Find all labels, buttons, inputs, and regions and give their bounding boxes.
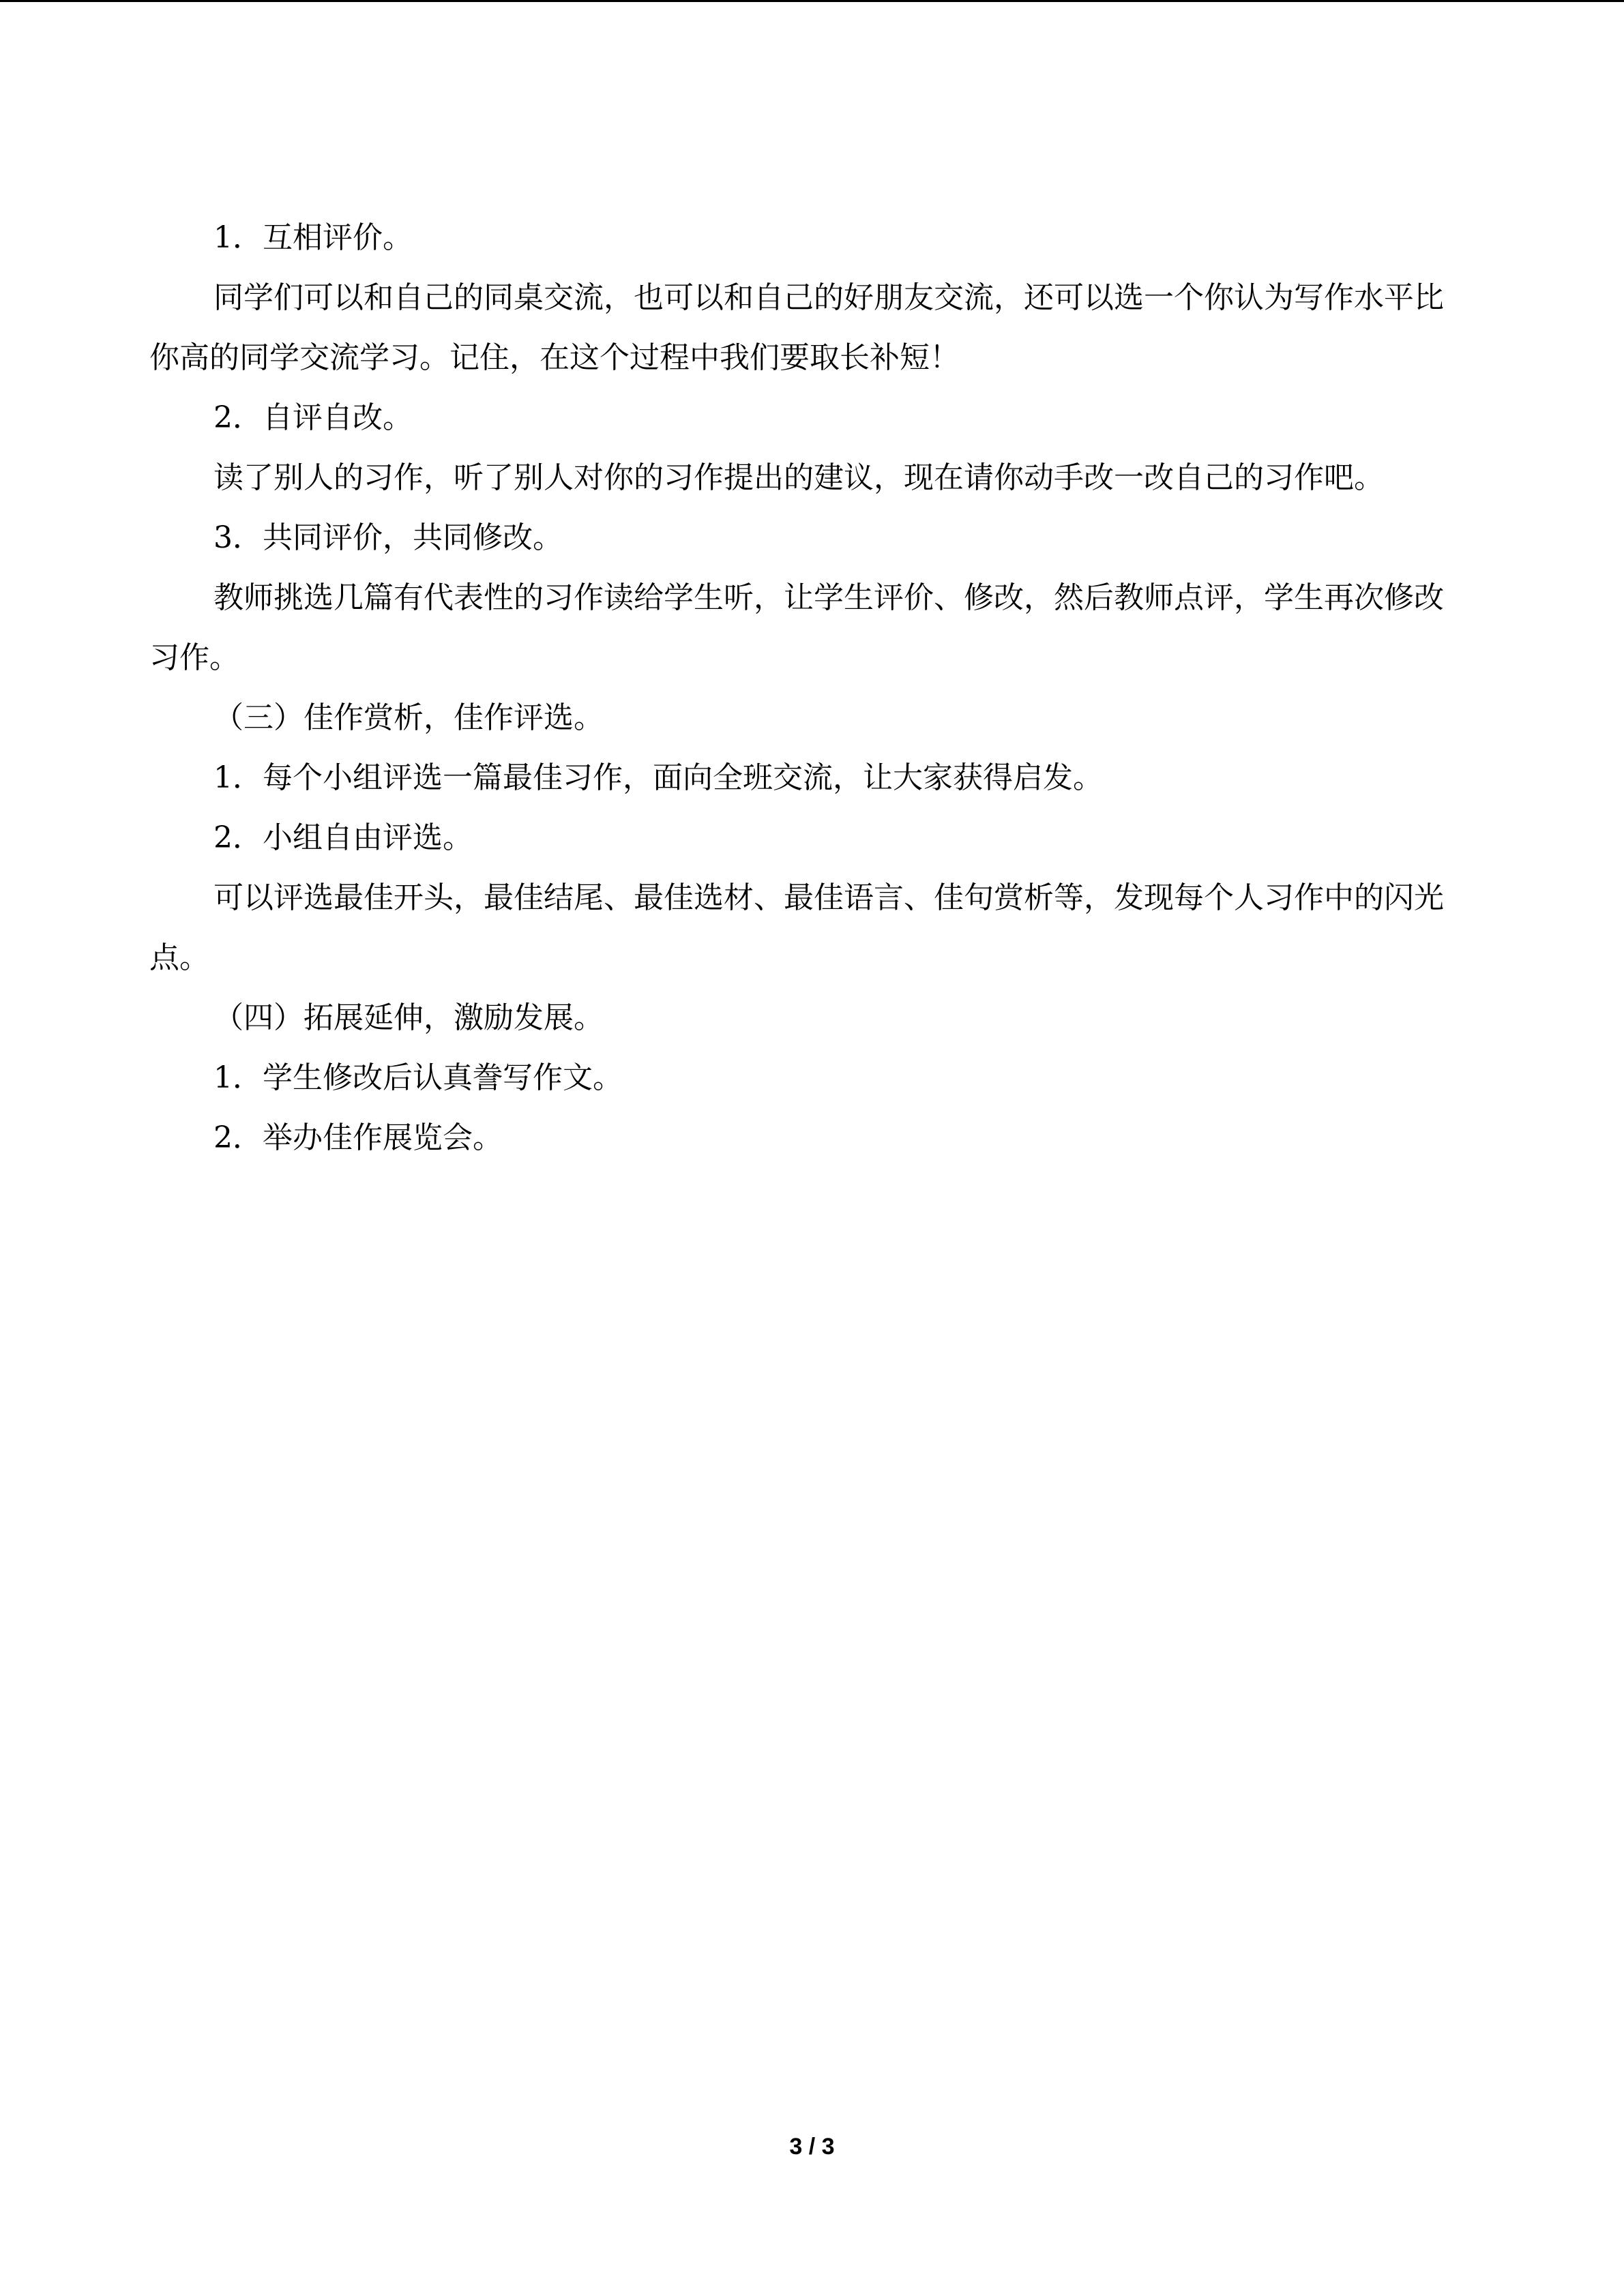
- body-paragraph: 读了别人的习作，听了别人对你的习作提出的建议，现在请你动手改一改自己的习作吧。: [213, 460, 1384, 495]
- list-item: 1．每个小组评选一篇最佳习作，面向全班交流，让大家获得启发。: [213, 760, 1103, 795]
- body-paragraph: 教师挑选几篇有代表性的习作读给学生听，让学生评价、修改，然后教师点评，学生再次修改习作。: [149, 580, 1444, 675]
- list-item-heading: 3．共同评价，共同修改。: [213, 520, 563, 555]
- section-heading: （三）佳作赏析，佳作评选。: [213, 700, 604, 735]
- page-number: 3 / 3: [789, 2134, 835, 2160]
- document-body: [149, 208, 1459, 1168]
- body-paragraph: 同学们可以和自己的同桌交流，也可以和自己的好朋友交流，还可以选一个你认为写作水平比你高的同学交流学习。记住，在这个过程中我们要取长补短！: [149, 280, 1444, 375]
- body-paragraph: 可以评选最佳开头，最佳结尾、最佳选材、最佳语言、佳句赏析等，发现每个人习作中的闪光点。: [149, 880, 1444, 975]
- list-item: 2．举办佳作展览会。: [213, 1120, 503, 1155]
- list-item-heading: 2．自评自改。: [213, 400, 413, 435]
- list-item-heading: 1．互相评价。: [213, 220, 413, 255]
- list-item: 1．学生修改后认真誊写作文。: [213, 1060, 623, 1095]
- list-item-heading: 2．小组自由评选。: [213, 820, 473, 855]
- section-heading: （四）拓展延伸，激励发展。: [213, 1000, 604, 1035]
